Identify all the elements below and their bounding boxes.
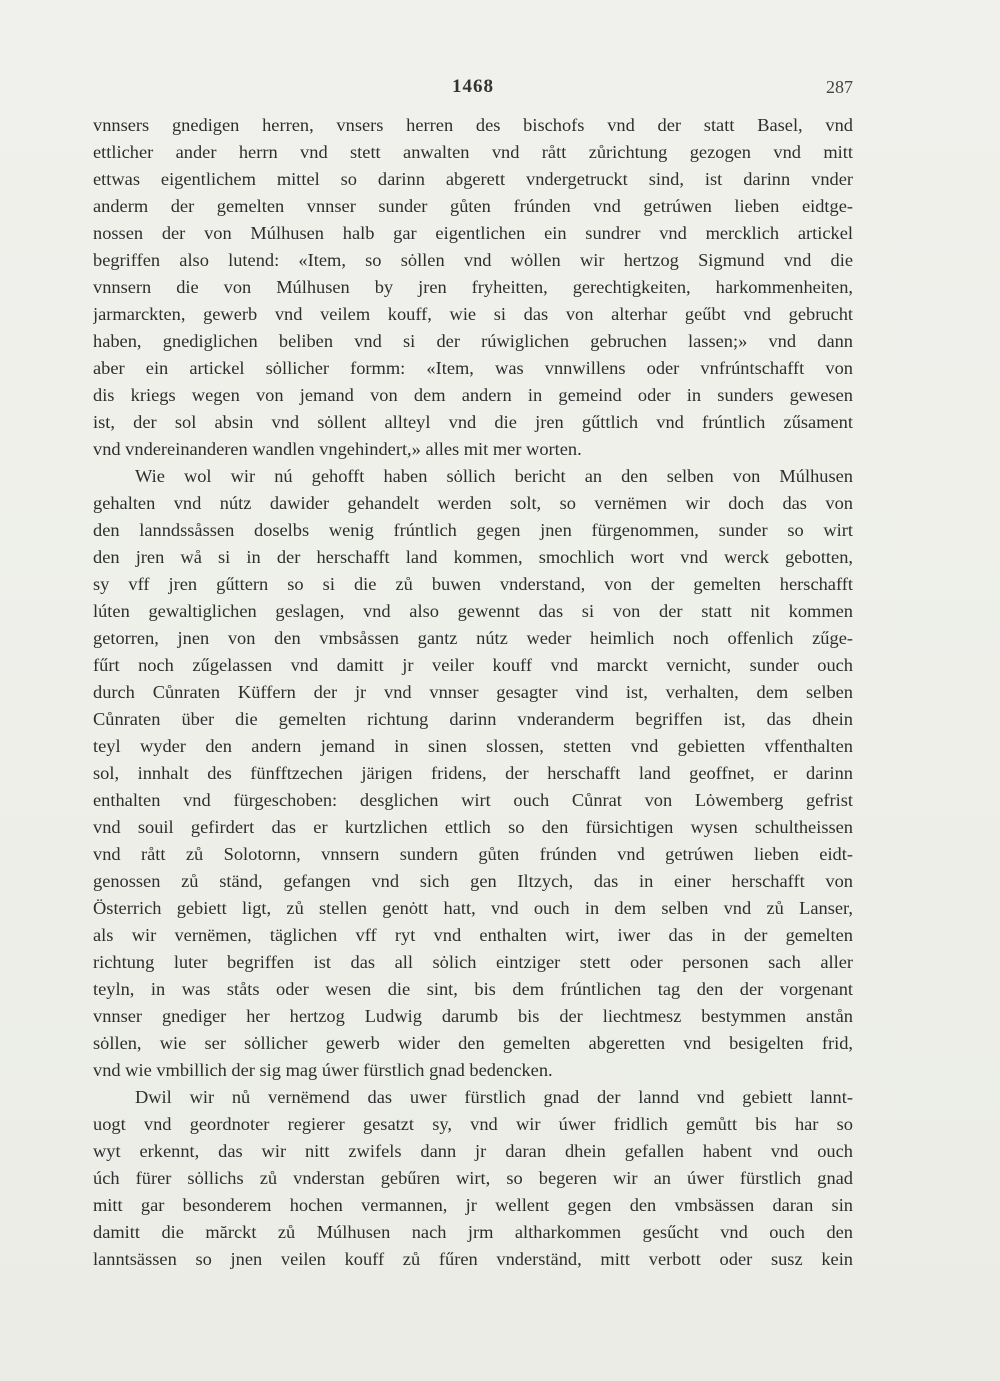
- text-line: vnnsern die von Múlhusen by jren fryheitten, gerechtigkeiten, harkommenheiten,: [93, 277, 853, 297]
- paragraph-end-line: vnd wie vmbillich der sig mag úwer fürstlich gnad bedencken.: [93, 1060, 553, 1080]
- text-line: den lanndssåssen doselbs wenig frúntlich gegen jnen fürgenommen, sunder so wirt: [93, 520, 853, 540]
- paragraph-start-line: Dwil wir nů vernëmend das uwer fürstlich gnad der lannd vnd gebiett lannt-: [135, 1087, 853, 1107]
- text-line: vnd souil gefirdert das er kurtzlichen ettlich so den fürsichtigen wysen schultheissen: [93, 817, 853, 837]
- text-line: nossen der von Múlhusen halb gar eigentlichen ein sundrer vnd mercklich artickel: [93, 223, 853, 243]
- text-line: begriffen also lutend: «Item, so sȯllen vnd wȯllen wir hertzog Sigmund vnd die: [93, 250, 853, 270]
- text-line: fűrt noch zűgelassen vnd damitt jr veiler kouff vnd marckt vernicht, sunder ouch: [93, 655, 853, 675]
- text-line: den jren wå si in der herschafft land kommen, smochlich wort vnd werck gebotten,: [93, 547, 853, 567]
- text-line: teyln, in was ståts oder wesen die sint, bis dem frúntlichen tag den der vorgenant: [93, 979, 853, 999]
- text-line: als wir vernëmen, täglichen vff ryt vnd enthalten wirt, iwer das in der gemelten: [93, 925, 853, 945]
- text-line: mitt gar besonderem hochen vermannen, jr wellent gegen den vmbsässen daran sin: [93, 1195, 853, 1215]
- text-line: dis kriegs wegen von jemand von dem andern in gemeind oder in sunders gewesen: [93, 385, 853, 405]
- text-line: sy vff jren gűttern so si die zů buwen vnderstand, von der gemelten herschafft: [93, 574, 853, 594]
- body-text: [93, 112, 853, 1273]
- text-line: Österrich gebiett ligt, zů stellen genȯtt hatt, vnd ouch in dem selben vnd zů Lanser,: [93, 898, 853, 918]
- text-line: richtung luter begriffen ist das all sȯlich eintziger stett oder personen sach aller: [93, 952, 853, 972]
- running-head-year: 1468: [452, 76, 494, 97]
- text-line: úch fürer sȯllichs zů vnderstan gebűren wirt, so begeren wir an úwer fürstlich gnad: [93, 1168, 853, 1188]
- text-line: lanntsässen so jnen veilen kouff zů fűren vnderständ, mitt verbott oder susz kein: [93, 1249, 853, 1269]
- text-line: teyl wyder den andern jemand in sinen slossen, stetten vnd gebietten vffenthalten: [93, 736, 853, 756]
- text-line: ettwas eigentlichem mittel so darinn abgerett vndergetruckt sind, ist darinn vnder: [93, 169, 853, 189]
- text-line: gehalten vnd nútz dawider gehandelt werden solt, so vernëmen wir doch das von: [93, 493, 853, 513]
- text-line: ettlicher ander herrn vnd stett anwalten vnd rått zůrichtung gezogen vnd mitt: [93, 142, 853, 162]
- text-line: sol, innhalt des fünfftzechen järigen fridens, der herschafft land geoffnet, er darinn: [93, 763, 853, 783]
- text-line: ist, der sol absin vnd sȯllent allteyl vnd die jren gűttlich vnd frúntlich zűsament: [93, 412, 853, 432]
- text-line: lúten gewaltiglichen geslagen, vnd also gewennt das si von der statt nit kommen: [93, 601, 853, 621]
- text-line: vnd rått zů Solotornn, vnnsern sundern gůten frúnden vnd getrúwen lieben eidt-: [93, 844, 853, 864]
- text-line: sȯllen, wie ser sȯllicher gewerb wider den gemelten abgeretten vnd besigelten frid,: [93, 1033, 853, 1053]
- paragraph-start-line: Wie wol wir nú gehofft haben sȯllich bericht an den selben von Múlhusen: [135, 466, 853, 486]
- text-line: Cůnraten über die gemelten richtung darinn vnderanderm begriffen ist, das dhein: [93, 709, 853, 729]
- text-line: anderm der gemelten vnnser sunder gůten frúnden vnd getrúwen lieben eidtge-: [93, 196, 853, 216]
- text-line: haben, gnediglichen beliben vnd si der rúwiglichen gebruchen lassen;» vnd dann: [93, 331, 853, 351]
- paragraph-end-line: vnd vndereinanderen wandlen vngehindert,» alles mit mer worten.: [93, 439, 582, 459]
- text-line: vnnser gnediger her hertzog Ludwig darumb bis der liechtmesz bestymmen anstån: [93, 1006, 853, 1026]
- text-line: vnnsers gnedigen herren, vnsers herren des bischofs vnd der statt Basel, vnd: [93, 115, 853, 135]
- text-line: enthalten vnd fürgeschoben: desglichen wirt ouch Cůnrat von Lȯwemberg gefrist: [93, 790, 853, 810]
- text-line: aber ein artickel sȯllicher formm: «Item, was vnnwillens oder vnfrúntschafft von: [93, 358, 853, 378]
- text-line: uogt vnd geordnoter regierer gesatzt sy, vnd wir úwer fridlich gemůtt bis har so: [93, 1114, 853, 1134]
- page-header: [93, 76, 853, 104]
- text-line: getorren, jnen von den vmbsåssen gantz nútz weder heimlich noch offenlich zűge-: [93, 628, 853, 648]
- text-line: durch Cůnraten Küffern der jr vnd vnnser gesagter vind ist, verhalten, dem selben: [93, 682, 853, 702]
- text-line: jarmarckten, gewerb vnd veilem kouff, wie si das von alterhar geűbt vnd gebrucht: [93, 304, 853, 324]
- text-line: wyt erkennt, das wir nitt zwifels dann jr daran dhein gefallen habent vnd ouch: [93, 1141, 853, 1161]
- page-number: 287: [826, 77, 853, 97]
- text-line: damitt die mărckt zů Múlhusen nach jrm altharkommen gesűcht vnd ouch den: [93, 1222, 853, 1242]
- text-line: genossen zů ständ, gefangen vnd sich gen Iltzych, das in einer herschafft von: [93, 871, 853, 891]
